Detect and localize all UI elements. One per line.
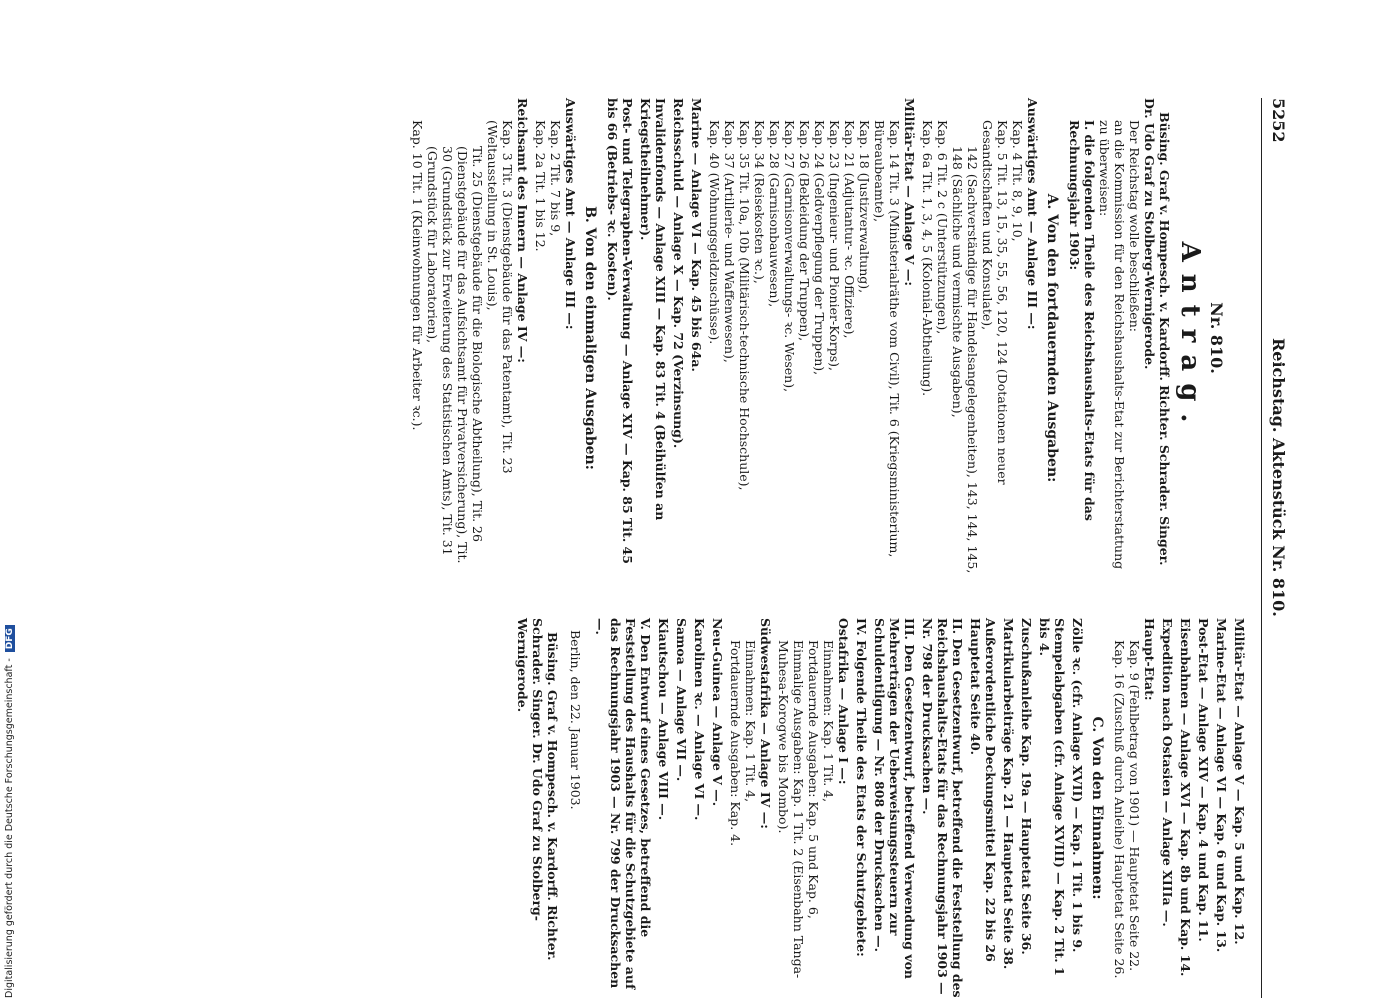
item-iv: IV. Folgende Theile des Etats der Schutzgebiete:	[854, 618, 869, 957]
list-item: Kap. 28 (Garnisonbauwesen),	[767, 120, 782, 308]
list-item: Kap. 37 (Artillerie- und Waffenwesen),	[722, 120, 737, 363]
item-v: V. Den Entwurf eines Gesetzes, betreffend die Feststellung des Haushalts für die Schutzgebiete auf das Rechnungsjahr 1903 — Nr. 799 der Drucksachen —.	[593, 618, 653, 990]
list-item: Matrikularbeiträge Kap. 21 — Hauptetat Seite 38.	[1001, 618, 1016, 970]
list-item: Kap. 27 (Garnisonverwaltungs- ꝛc. Wesen),	[782, 120, 797, 393]
list-item: Kap. 14 Tit. 3 (Ministerialräthe vom Civil), Tit. 6 (Kriegsministerium, Büreaubeamte),	[872, 120, 902, 558]
list-item: Fortdauernde Ausgaben: Kap. 4.	[728, 640, 743, 847]
list-item: Kap. 23 (Ingenieur- und Pionier-Korps),	[827, 120, 842, 371]
item-iii: III. Den Gesetzentwurf, betreffend Verwendung von Mehrerträgen der Ueberweisungssteuern zur Schuldentilgung — Nr. 808 der Drucksachen —.	[872, 618, 917, 980]
list-item: Kap. 6a Tit. 1, 3, 4, 5 (Kolonial-Abtheilung).	[920, 120, 935, 397]
list-item: Neu-Guinea — Anlage V —.	[710, 618, 725, 807]
document-number: Nr. 810.	[1207, 302, 1226, 374]
list-item: Reichsamt des Innern — Anlage IV —:	[515, 98, 530, 363]
section-iv-list	[656, 618, 851, 998]
section-a-list	[605, 98, 1040, 578]
list-item: Ostafrika — Anlage I —:	[836, 618, 851, 785]
list-item: Expedition nach Ostasien — Anlage XIIIa —.	[1160, 618, 1175, 927]
list-item: Zölle ꝛc. (cfr. Anlage XVII) — Kap. 1 Tit. 1 bis 9.	[1070, 618, 1085, 953]
list-item: Auswärtiges Amt — Anlage III —:	[563, 98, 578, 330]
list-item: Kap. 3 Tit. 3 (Dienstgebäude für das Patentamt), Tit. 23 (Weltausstellung in St. Louis),	[485, 120, 515, 474]
list-item: Kiautschou — Anlage VIII —.	[656, 618, 671, 821]
list-item: Südwestafrika — Anlage IV —:	[758, 618, 773, 829]
list-item: Kap. 2a Tit. 1 bis 12.	[533, 120, 548, 252]
running-title: Reichstag. Aktenstück Nr. 810.	[1269, 338, 1288, 617]
section-b-list	[410, 98, 578, 578]
list-item: Stempelabgaben (cfr. Anlage XVIII) — Kap. 2 Tit. 1 bis 4.	[1037, 618, 1067, 976]
list-item: Auswärtiges Amt — Anlage III —:	[1025, 98, 1040, 330]
list-item: Kap. 9 (Fehlbetrag von 1901) — Hauptetat Seite 22.	[1127, 640, 1142, 972]
list-item: Kap. 18 (Justizverwaltung),	[857, 120, 872, 294]
list-item: Einnahmen: Kap. 1 Tit. 4,	[821, 640, 836, 803]
list-item: Militär-Etat — Anlage V — Kap. 5 und Kap. 12.	[1232, 618, 1247, 945]
list-item: Marine — Anlage VI — Kap. 45 bis 64a.	[689, 98, 704, 372]
dfg-logo: DFG	[5, 625, 15, 652]
list-item: Kap. 24 (Geldverpflegung der Truppen),	[812, 120, 827, 376]
list-item: Kap. 10 Tit. 1 (Kleinwohnungen für Arbeiter ꝛc.).	[410, 120, 425, 431]
list-item: Einnahmen: Kap. 1 Tit. 4,	[743, 640, 758, 803]
list-item: 142 (Sachverständige für Handelsangelegenheiten), 143, 144, 145, 148 (Sächliche und vermischte Ausgaben),	[950, 146, 980, 574]
closing-signers: Büsing. Graf v. Hompesch. v. Kardorff. Richter. Schrader. Singer. Dr. Udo Graf zu Stolberg-Wernigerode.	[515, 618, 560, 961]
funding-note	[4, 18, 15, 998]
funding-note-text: Digitalisierung gefördert durch die Deutsche Forschungsgemeinschaft -	[4, 658, 15, 998]
list-item: Karolinen ꝛc. — Anlage VI —.	[692, 618, 707, 821]
intro-line: an die Kommission für den Reichshaushalts-Etat zur Berichterstattung zu überweisen:	[1097, 120, 1127, 570]
rotated-sheet	[100, 98, 1290, 998]
list-item: Fortdauernde Ausgaben: Kap. 5 und Kap. 6,	[806, 640, 821, 919]
continued-list	[1112, 618, 1247, 998]
list-item: Zuschußanleihe Kap. 19a — Hauptetat Seite 36.	[1019, 618, 1034, 955]
list-item: Invalidenfonds — Anlage XIII — Kap. 83 Tit. 4 (Beihülfen an Kriegstheilnehmer).	[638, 98, 668, 521]
list-item: Kap. 2 Tit. 7 bis 9,	[548, 120, 563, 237]
list-item: Tit. 25 (Dienstgebäude für die Biologische Abtheilung), Tit. 26 (Dienstgebäude für das Aufsichtsamt für Privatversicherung), Tit. 30 (Grundstück zur Erweiterung des Statistischen Amts), Tit. 31 (Grundstück für Laboratorien),	[425, 146, 485, 564]
signers: Büsing. Graf v. Hompesch. v. Kardorff. Richter. Schrader. Singer. Dr. Udo Graf zu Stolberg-Wernigerode.	[1142, 98, 1172, 566]
list-item: Haupt-Etat:	[1142, 618, 1157, 701]
right-column	[515, 618, 1250, 998]
list-item: Kap. 26 (Bekleidung der Truppen),	[797, 120, 812, 342]
list-item: Kap. 6 Tit. 2 c (Unterstützungen),	[935, 120, 950, 335]
list-item: Post-Etat — Anlage XIV — Kap. 4 und Kap. 11.	[1196, 618, 1211, 942]
list-item: Kap. 40 (Wohnungsgeldzuschüsse).	[707, 120, 722, 345]
list-item: Kap. 21 (Adjutantur- ꝛc. Offiziere),	[842, 120, 857, 339]
page-number: 5252	[1269, 98, 1288, 143]
list-item: Kap. 5 Tit. 13, 15, 35, 55, 56, 120, 124 (Dotationen neuer Gesandtschaften und Konsulate),	[980, 120, 1010, 485]
section-c-list	[968, 618, 1085, 998]
left-column	[410, 98, 1280, 578]
section-heading: B. Von den einmaligen Ausgaben:	[582, 206, 598, 470]
list-item: Marine-Etat — Anlage VI — Kap. 6 und Kap. 13.	[1214, 618, 1229, 953]
document-title: Antrag.	[1175, 241, 1205, 435]
date-line: Berlin, den 22. Januar 1903.	[568, 630, 583, 810]
list-item: Reichsschuld — Anlage X — Kap. 72 (Verzinsung).	[671, 98, 686, 449]
list-item: Samoa — Anlage VII —.	[674, 618, 689, 782]
list-item: Kap. 34 (Reisekosten ꝛc.),	[752, 120, 767, 284]
list-item: Außerordentliche Deckungsmittel Kap. 22 bis 26 Hauptetat Seite 40.	[968, 618, 998, 962]
list-item: Kap. 4 Tit. 8, 9, 10,	[1010, 120, 1025, 242]
intro-line: Der Reichstag wolle beschließen:	[1127, 120, 1142, 332]
intro-line: I. die folgenden Theile des Reichshaushalts-Etats für das Rechnungsjahr 1903:	[1067, 120, 1097, 521]
list-item: Eisenbahnen — Anlage XVI — Kap. 8b und Kap. 14.	[1178, 618, 1193, 977]
list-item: Militär-Etat — Anlage V —:	[902, 98, 917, 286]
section-heading: A. Von den fortdauernden Ausgaben:	[1044, 193, 1060, 483]
list-item: Kap. 16 (Zuschuß durch Anleihe) Hauptetat Seite 26.	[1112, 640, 1127, 979]
section-heading: C. Von den Einnahmen:	[1089, 716, 1105, 900]
item-ii: II. Den Gesetzentwurf, betreffend die Feststellung des Reichshaushalts-Etats für das Rechnungsjahr 1903 — Nr. 798 der Drucksachen —.	[920, 618, 965, 998]
list-item: Kap. 35 Tit. 10a, 10b (Militärisch-technische Hochschule),	[737, 120, 752, 491]
list-item: Einmalige Ausgaben: Kap. 1 Tit. 2 (Eisenbahn Tanga-Muhesa-Korogwe bis Mombo).	[776, 640, 806, 979]
list-item: Post- und Telegraphen-Verwaltung — Anlage XIV — Kap. 85 Tit. 45 bis 66 (Betriebs- ꝛc. Kosten).	[605, 98, 635, 564]
